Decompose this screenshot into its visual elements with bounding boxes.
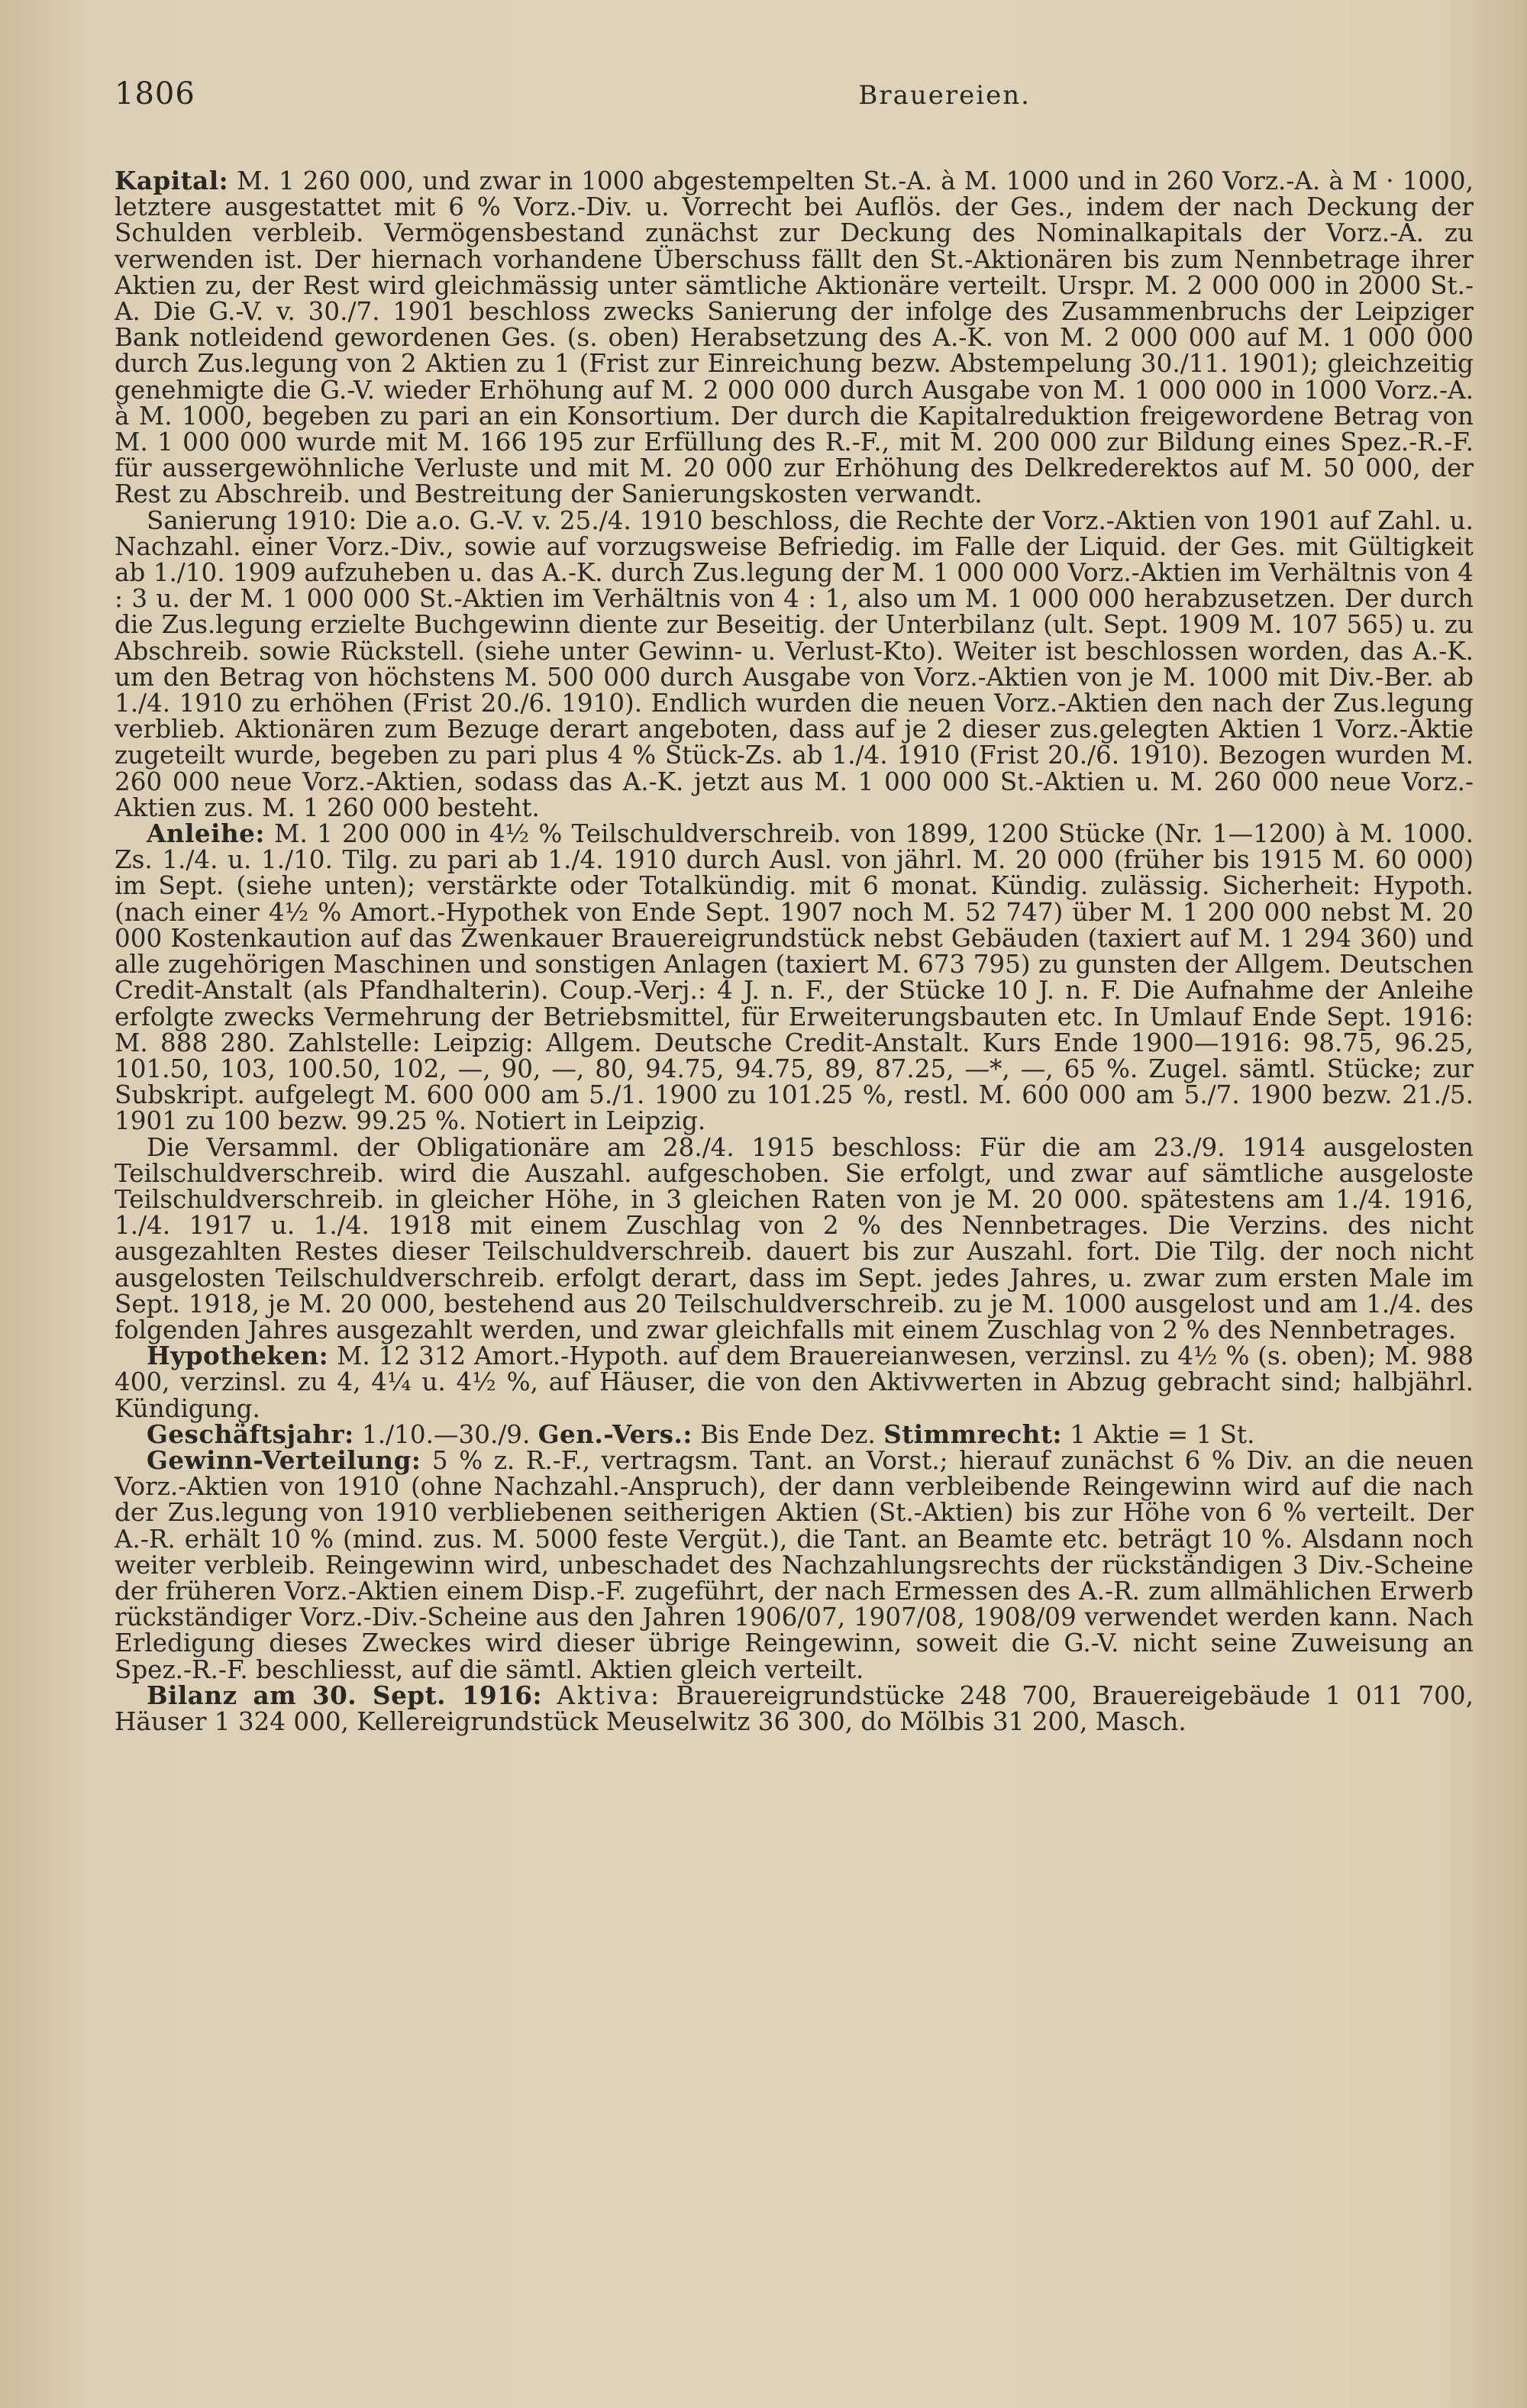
bilanz-text: Brauereigrundstücke 248 700, Brauereigebäude 1 011 700, Häuser 1 324 000, Kellereigrundstück Meuselwitz 36 300, do Mölbis 31 200, Masch. xyxy=(115,1680,1474,1736)
page-content xyxy=(115,168,1474,1735)
hypotheken-text: M. 12 312 Amort.-Hypoth. auf dem Brauereianwesen, verzinsl. zu 4½ % (s. oben); M. 988 400, verzinsl. zu 4, 4¼ u. 4½ %, auf Häuser, die von den Aktivwerten in Abzug gebracht sind; halbjährl. Kündigung. xyxy=(115,1341,1474,1423)
kapital-text: M. 1 260 000, und zwar in 1000 abgestempelten St.-A. à M. 1000 und in 260 Vorz.-A. à M · 1000, letztere ausgestattet mit 6 % Vorz.-Div. u. Vorrecht bei Auflös. der Ges., indem der nach Deckung der Schulden verbleib. Vermögensbestand zunächst zur Deckung des Nominalkapitals der Vorz.-A. zu verwenden ist. Der hiernach vorhandene Überschuss fällt den St.-Aktionären bis zum Nennbetrage ihrer Aktien zu, der Rest wird gleichmässig unter sämtliche Aktionäre verteilt. Urspr. M. 2 000 000 in 2000 St.-A. Die G.-V. v. 30./7. 1901 beschloss zwecks Sanierung der infolge des Zusammenbruchs der Leipziger Bank notleidend gewordenen Ges. (s. oben) Herabsetzung des A.-K. von M. 2 000 000 auf M. 1 000 000 durch Zus.legung von 2 Aktien zu 1 (Frist zur Einreichung bezw. Abstempelung 30./11. 1901); gleichzeitig genehmigte die G.-V. wieder Erhöhung auf M. 2 000 000 durch Ausgabe von M. 1 000 000 in 1000 Vorz.-A. à M. 1000, begeben zu pari an ein Konsortium. Der durch die Kapitalreduktion freigewordene Betrag von M. 1 000 000 wurde mit M. 166 195 zur Erfüllung des R.-F., mit M. 200 000 zur Bildung eines Spez.-R.-F. für aussergewöhnliche Verluste und mit M. 20 000 zur Erhöhung des Delkrederektos auf M. 50 000, der Rest zu Abschreib. und Bestreitung der Sanierungskosten verwandt. xyxy=(115,166,1474,509)
running-head: Brauereien. xyxy=(858,80,1031,111)
geschaeftsjahr-label: Geschäftsjahr: xyxy=(147,1419,354,1449)
kapital-paragraph xyxy=(115,168,1474,508)
stimmrecht-label: Stimmrecht: xyxy=(883,1419,1063,1449)
gen-vers-text: Bis Ende Dez. xyxy=(692,1419,884,1449)
versammlung-text: Die Versamml. der Obligationäre am 28./4. 1915 beschloss: Für die am 23./9. 1914 ausgelosten Teilschuldverschreib. wird die Auszahl. aufgeschoben. Sie erfolgt, und zwar auf sämtliche ausgeloste Teilschuldverschreib. in gleicher Höhe, in 3 gleichen Raten von je M. 20 000. spätestens am 1./4. 1916, 1./4. 1917 u. 1./4. 1918 mit einem Zuschlag von 2 % des Nennbetrages. Die Verzins. des nicht ausgezahlten Restes dieser Teilschuldverschreib. dauert bis zur Auszahl. fort. Die Tilg. der noch nicht ausgelosten Teilschuldverschreib. erfolgt derart, dass im Sept. jedes Jahres, u. zwar zum ersten Male im Sept. 1918, je M. 20 000, bestehend aus 20 Teilschuldverschreib. zu je M. 1000 ausgelost und am 1./4. des folgenden Jahres ausgezahlt werden, und zwar gleichfalls mit einem Zuschlag von 2 % des Nennbetrages. xyxy=(115,1132,1474,1344)
geschaeftsjahr-text: 1./10.—30./9. xyxy=(354,1419,538,1449)
sanierung-text: Sanierung 1910: Die a.o. G.-V. v. 25./4. 1910 beschloss, die Rechte der Vorz.-Aktien von 1901 auf Zahl. u. Nachzahl. einer Vorz.-Div., sowie auf vorzugsweise Befriedig. im Falle der Liquid. der Ges. mit Gültigkeit ab 1./10. 1909 aufzuheben u. das A.-K. durch Zus.legung der M. 1 000 000 Vorz.-Aktien im Verhältnis von 4 : 3 u. der M. 1 000 000 St.-Aktien im Verhältnis von 4 : 1, also um M. 1 000 000 herabzusetzen. Der durch die Zus.legung erzielte Buchgewinn diente zur Beseitig. der Unterbilanz (ult. Sept. 1909 M. 107 565) u. zu Abschreib. sowie Rückstell. (siehe unter Gewinn- u. Verlust-Kto). Weiter ist beschlossen worden, das A.-K. um den Betrag von höchstens M. 500 000 durch Ausgabe von Vorz.-Aktien von je M. 1000 mit Div.-Ber. ab 1./4. 1910 zu erhöhen (Frist 20./6. 1910). Endlich wurden die neuen Vorz.-Aktien den nach der Zus.legung verblieb. Aktionären zum Bezuge derart angeboten, dass auf je 2 dieser zus.gelegten Aktien 1 Vorz.-Aktie zugeteilt wurde, begeben zu pari plus 4 % Stück-Zs. ab 1./4. 1910 (Frist 20./6. 1910). Bezogen wurden M. 260 000 neue Vorz.-Aktien, sodass das A.-K. jetzt aus M. 1 000 000 St.-Aktien u. M. 260 000 neue Vorz.-Aktien zus. M. 1 260 000 besteht. xyxy=(115,505,1474,822)
bilanz-paragraph xyxy=(115,1680,1474,1736)
kapital-label: Kapital: xyxy=(115,166,229,195)
gen-vers-label: Gen.-Vers.: xyxy=(538,1419,692,1449)
anleihe-label: Anleihe: xyxy=(147,818,265,849)
stimmrecht-text: 1 Aktie = 1 St. xyxy=(1062,1419,1255,1449)
sanierung-paragraph xyxy=(115,505,1474,822)
geschaeftsjahr-paragraph xyxy=(115,1419,1474,1449)
anleihe-text: M. 1 200 000 in 4½ % Teilschuldverschreib. von 1899, 1200 Stücke (Nr. 1—1200) à M. 1000. Zs. 1./4. u. 1./10. Tilg. zu pari ab 1./4. 1910 durch Ausl. von jährl. M. 20 000 (früher bis 1915 M. 60 000) im Sept. (siehe unten); verstärkte oder Totalkündig. mit 6 monat. Kündig. zulässig. Sicherheit: Hypoth. (nach einer 4½ % Amort.-Hypothek von Ende Sept. 1907 noch M. 52 747) über M. 1 200 000 nebst M. 20 000 Kostenkaution auf das Zwenkauer Brauereigrundstück nebst Gebäuden (taxiert auf M. 1 294 360) und alle zugehörigen Maschinen und sonstigen Anlagen (taxiert M. 673 795) zu gunsten der Allgem. Deutschen Credit-Anstalt (als Pfandhalterin). Coup.-Verj.: 4 J. n. F., der Stücke 10 J. n. F. Die Aufnahme der Anleihe erfolgte zwecks Vermehrung der Betriebsmittel, für Erweiterungsbauten etc. In Umlauf Ende Sept. 1916: M. 888 280. Zahlstelle: Leipzig: Allgem. Deutsche Credit-Anstalt. Kurs Ende 1900—1916: 98.75, 96.25, 101.50, 103, 100.50, 102, —, 90, —, 80, 94.75, 94.75, 89, 87.25, —*, —, 65 %. Zugel. sämtl. Stücke; zur Subskript. aufgelegt M. 600 000 am 5./1. 1900 zu 101.25 %, restl. M. 600 000 am 5./7. 1900 bezw. 21./5. 1901 zu 100 bezw. 99.25 %. Notiert in Leipzig. xyxy=(115,819,1474,1136)
aktiva-label: Aktiva: xyxy=(557,1680,662,1710)
anleihe-paragraph xyxy=(115,818,1474,1136)
hypotheken-label: Hypotheken: xyxy=(147,1341,329,1371)
bilanz-label: Bilanz am 30. Sept. 1916: xyxy=(147,1680,543,1710)
gewinn-paragraph xyxy=(115,1444,1474,1684)
page-number: 1806 xyxy=(115,76,195,111)
versammlung-paragraph xyxy=(115,1132,1474,1344)
page-header xyxy=(115,76,1458,111)
gewinn-label: Gewinn-Verteilung: xyxy=(147,1444,421,1475)
hypotheken-paragraph xyxy=(115,1343,1474,1422)
gewinn-text: 5 % z. R.-F., vertragsm. Tant. an Vorst.; hierauf zunächst 6 % Div. an die neuen Vorz.-Aktien von 1910 (ohne Nachzahl.-Anspruch), der dann verbleibende Reingewinn wird auf die nach der Zus.legung von 1910 verbliebenen seitherigen Aktien (St.-Aktien) bis zur Höhe von 6 % verteilt. Der A.-R. erhält 10 % (mind. zus. M. 5000 feste Vergüt.), die Tant. an Beamte etc. beträgt 10 %. Alsdann noch weiter verbleib. Reingewinn wird, unbeschadet des Nachzahlungsrechts der rückständigen 3 Div.-Scheine der früheren Vorz.-Aktien einem Disp.-F. zugeführt, der nach Ermessen des A.-R. zum allmählichen Erwerb rückständiger Vorz.-Div.-Scheine aus den Jahren 1906/07, 1907/08, 1908/09 verwendet werden kann. Nach Erledigung dieses Zweckes wird dieser übrige Reingewinn, soweit die G.-V. nicht seine Zuweisung an Spez.-R.-F. beschliesst, auf die sämtl. Aktien gleich verteilt. xyxy=(115,1445,1474,1684)
